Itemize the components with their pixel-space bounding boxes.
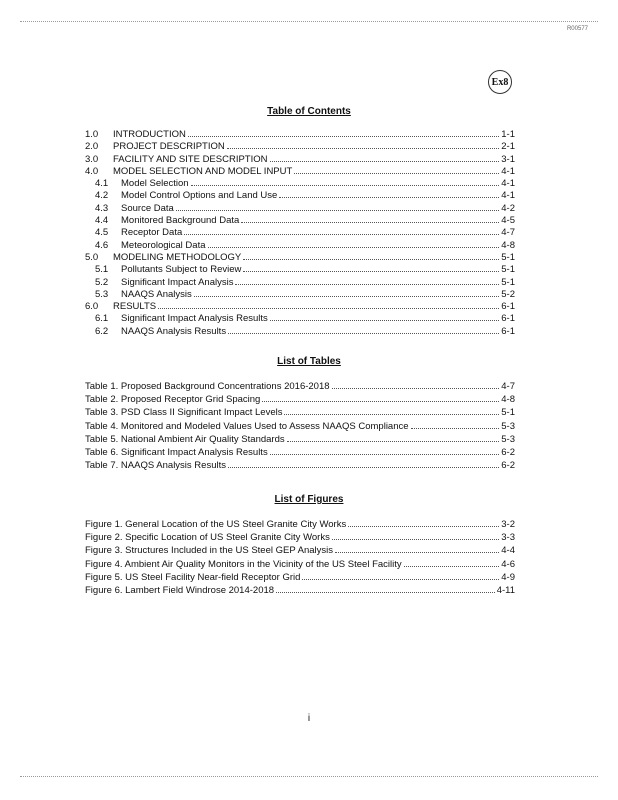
entry-label: Table 2. Proposed Receptor Grid Spacing	[85, 394, 261, 406]
dot-leader	[228, 467, 499, 468]
toc-entry	[85, 227, 515, 239]
dot-leader	[411, 428, 500, 429]
toc-entry	[85, 459, 515, 472]
dot-leader	[270, 320, 499, 321]
dot-leader	[235, 284, 499, 285]
entry-number: 4.1	[95, 178, 109, 190]
dot-leader	[262, 401, 499, 402]
toc-entry	[85, 433, 515, 446]
entry-number: 5.3	[95, 288, 109, 300]
dot-leader	[228, 333, 499, 334]
entry-label: Table 4. Monitored and Modeled Values Used to Assess NAAQS Compliance	[85, 420, 409, 432]
entry-page: 4-8	[501, 239, 515, 251]
dot-leader	[270, 454, 500, 455]
entry-label: Model Selection	[121, 178, 189, 190]
toc-entry	[85, 558, 515, 571]
entry-page: 4-7	[501, 381, 515, 392]
dot-leader	[335, 552, 499, 553]
entry-label: Figure 6. Lambert Field Windrose 2014-2018	[85, 584, 275, 596]
entry-label: NAAQS Analysis Results	[121, 325, 227, 337]
entry-number: 4.6	[95, 239, 109, 251]
entry-page: 4-5	[501, 215, 515, 227]
entry-page: 6-1	[501, 301, 515, 313]
entry-number: 5.2	[95, 276, 109, 288]
entry-label: Receptor Data	[121, 227, 183, 239]
dot-leader	[287, 441, 500, 442]
list-of-tables-heading: List of Tables	[277, 356, 341, 367]
entry-page: 6-1	[501, 325, 515, 337]
entry-page: 6-2	[501, 460, 515, 472]
entry-label: Figure 3. Structures Included in the US Steel GEP Analysis	[85, 545, 334, 557]
entry-number: 6.2	[95, 325, 109, 337]
dot-leader	[243, 259, 499, 260]
entry-label: Table 7. NAAQS Analysis Results	[85, 460, 226, 472]
entry-page: 5-1	[501, 251, 515, 263]
entry-number: 5.0	[85, 251, 99, 263]
list-of-tables	[85, 380, 515, 472]
entry-page: 4-6	[501, 558, 515, 570]
toc-entry	[85, 446, 515, 459]
page-number: i	[307, 713, 311, 724]
toc-entry	[85, 313, 515, 325]
dot-leader	[348, 526, 499, 527]
entry-page: 4-11	[496, 584, 515, 596]
entry-label: PROJECT DESCRIPTION	[113, 141, 225, 153]
dot-leader	[241, 222, 499, 223]
entry-number: 3.0	[85, 153, 99, 165]
entry-number: 2.0	[85, 141, 99, 153]
document-id: R00577	[566, 26, 588, 32]
list-of-figures	[85, 518, 515, 597]
entry-page: 4-4	[501, 545, 515, 557]
dot-leader	[184, 234, 499, 235]
bottom-dotted-rule	[20, 776, 598, 777]
toc-entry	[85, 277, 515, 289]
entry-page: 2-1	[501, 141, 515, 153]
entry-label: Figure 1. General Location of the US Steel Granite City Works	[85, 519, 347, 530]
toc-entry	[85, 203, 515, 215]
entry-page: 5-3	[501, 433, 515, 445]
toc-entry	[85, 215, 515, 227]
dot-leader	[191, 185, 500, 186]
top-dotted-rule	[20, 21, 598, 22]
toc-entry	[85, 406, 515, 419]
dot-leader	[294, 173, 499, 174]
entry-label: Figure 4. Ambient Air Quality Monitors in the Vicinity of the US Steel Facility	[85, 558, 402, 570]
dot-leader	[227, 148, 500, 149]
entry-page: 6-2	[501, 446, 515, 458]
toc-entry	[85, 584, 515, 597]
toc-entry	[85, 420, 515, 433]
dot-leader	[279, 197, 499, 198]
toc-entry	[85, 264, 515, 276]
toc-entry	[85, 166, 515, 178]
entry-page: 6-1	[501, 313, 515, 325]
entry-number: 4.4	[95, 215, 109, 227]
toc-entry	[85, 154, 515, 166]
toc-entry	[85, 301, 515, 313]
toc-entry	[85, 289, 515, 301]
dot-leader	[332, 539, 499, 540]
entry-label: Meteorological Data	[121, 239, 206, 251]
entry-number: 1.0	[85, 129, 99, 140]
toc-entry	[85, 252, 515, 264]
entry-label: Table 1. Proposed Background Concentrations 2016-2018	[85, 381, 330, 392]
toc-entry	[85, 571, 515, 584]
entry-label: Pollutants Subject to Review	[121, 264, 242, 276]
toc-entry	[85, 326, 515, 338]
entry-page: 3-3	[501, 532, 515, 544]
entry-number: 6.1	[95, 313, 109, 325]
entry-label: Figure 5. US Steel Facility Near-field Receptor Grid	[85, 571, 301, 583]
entry-label: Model Control Options and Land Use	[121, 190, 278, 202]
dot-leader	[176, 210, 499, 211]
toc-entry	[85, 393, 515, 406]
dot-leader	[404, 566, 500, 567]
entry-label: Table 3. PSD Class II Significant Impact Levels	[85, 407, 283, 419]
entry-number: 4.3	[95, 202, 109, 214]
logo-seal: Ex8	[488, 70, 512, 94]
toc-list	[85, 129, 515, 338]
entry-page: 5-2	[501, 288, 515, 300]
toc-entry	[85, 380, 515, 393]
entry-label: FACILITY AND SITE DESCRIPTION	[113, 153, 268, 165]
entry-number: 4.0	[85, 165, 99, 177]
entry-number: 6.0	[85, 301, 99, 313]
entry-label: Source Data	[121, 202, 174, 214]
toc-entry	[85, 531, 515, 544]
entry-page: 4-9	[501, 571, 515, 583]
entry-page: 4-2	[501, 202, 515, 214]
entry-label: Figure 2. Specific Location of US Steel Granite City Works	[85, 532, 330, 544]
dot-leader	[332, 388, 500, 389]
toc-heading: Table of Contents	[267, 106, 351, 117]
entry-page: 4-7	[501, 227, 515, 239]
dot-leader	[284, 414, 499, 415]
entry-page: 5-3	[501, 420, 515, 432]
entry-page: 3-2	[501, 519, 515, 530]
toc-entry	[85, 190, 515, 202]
dot-leader	[302, 579, 499, 580]
entry-number: 5.1	[95, 264, 109, 276]
entry-label: RESULTS	[113, 301, 157, 313]
toc-entry	[85, 129, 515, 141]
toc-entry	[85, 141, 515, 153]
entry-page: 5-1	[501, 264, 515, 276]
dot-leader	[194, 296, 500, 297]
entry-label: MODEL SELECTION AND MODEL INPUT	[113, 165, 293, 177]
entry-page: 3-1	[501, 153, 515, 165]
entry-label: MODELING METHODOLOGY	[113, 251, 242, 263]
entry-number: 4.5	[95, 227, 109, 239]
entry-label: Monitored Background Data	[121, 215, 240, 227]
entry-page: 5-1	[501, 407, 515, 419]
entry-number: 4.2	[95, 190, 109, 202]
dot-leader	[243, 271, 499, 272]
dot-leader	[188, 136, 499, 137]
entry-label: INTRODUCTION	[113, 129, 186, 140]
dot-leader	[270, 161, 500, 162]
entry-page: 4-1	[501, 190, 515, 202]
dot-leader	[276, 592, 495, 593]
entry-label: Table 5. National Ambient Air Quality Standards	[85, 433, 285, 445]
entry-label: Table 6. Significant Impact Analysis Results	[85, 446, 268, 458]
entry-label: Significant Impact Analysis	[121, 276, 234, 288]
entry-page: 4-8	[501, 394, 515, 406]
entry-page: 1-1	[501, 129, 515, 140]
toc-entry	[85, 240, 515, 252]
dot-leader	[158, 308, 499, 309]
entry-page: 4-1	[501, 178, 515, 190]
entry-label: NAAQS Analysis	[121, 288, 192, 300]
list-of-figures-heading: List of Figures	[274, 494, 344, 505]
entry-page: 5-1	[501, 276, 515, 288]
toc-entry	[85, 544, 515, 557]
toc-entry	[85, 518, 515, 531]
entry-label: Significant Impact Analysis Results	[121, 313, 268, 325]
toc-entry	[85, 178, 515, 190]
entry-page: 4-1	[501, 165, 515, 177]
dot-leader	[208, 247, 500, 248]
